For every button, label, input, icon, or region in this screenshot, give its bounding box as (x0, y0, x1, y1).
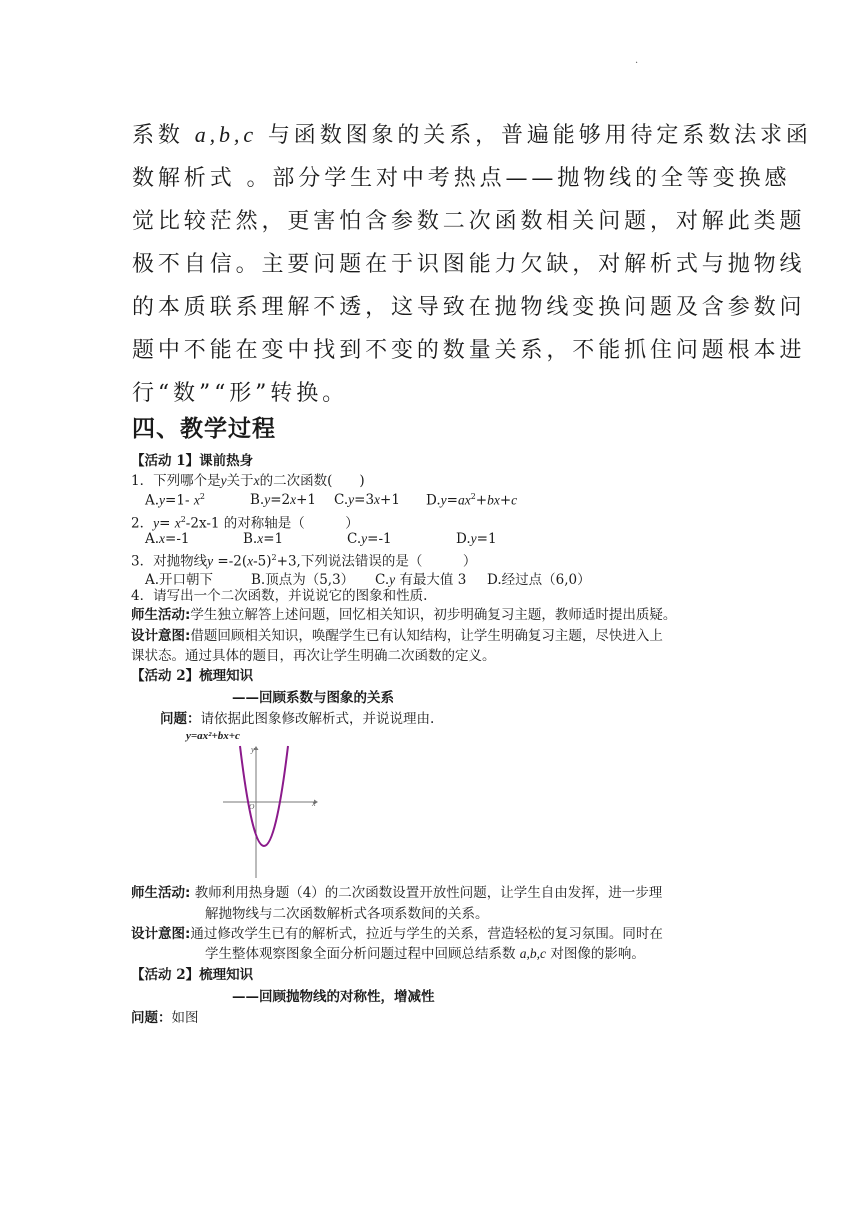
q1-option-a: A.y=1- $x^2$ (145, 492, 205, 509)
activity2b-subtitle: ——回顾抛物线的对称性，增减性 (232, 989, 435, 1005)
section-heading: 四、教学过程 (132, 415, 276, 442)
q4-text: 4．请写出一个二次函数，并说说它的图象和性质. (131, 588, 428, 604)
q3-option-a: A.开口朝下 (145, 572, 214, 588)
q2-option-a: A.x=-1 (145, 531, 190, 547)
q2-option-d: D.y=1 (456, 531, 497, 547)
parabola-curve (240, 746, 288, 846)
design-intent-1-line2: 课状态。通过具体的题目，再次让学生明确二次函数的定义。 (131, 648, 496, 664)
q3-text: 3．对抛物线$y =-2(x-5)^2+3$,下列说法错误的是（ ） (131, 553, 477, 570)
design-intent-2-line2: 学生整体观察图象全面分析问题过程中回顾总结系数 a,b,c 对图像的影响。 (205, 946, 645, 962)
y-axis-label: y (251, 745, 255, 754)
design-intent-1-line1: 设计意图:借题回顾相关知识，唤醒学生已有认知结构，让学生明确复习主题，尽快进入上 (131, 628, 663, 644)
intro-line-1: 系数 a,b,c 与函数图象的关系，普遍能够用待定系数法求函 (132, 122, 812, 148)
intro-line-4: 极不自信。主要问题在于识图能力欠缺，对解析式与抛物线 (132, 252, 806, 277)
teacher-student-activity-2-line1: 师生活动: 教师利用热身题（4）的二次函数设置开放性问题，让学生自由发挥，进一步理 (131, 885, 663, 901)
activity2b-title: 【活动 2】梳理知识 (131, 967, 254, 983)
x-axis-label: x (312, 799, 316, 808)
teacher-student-activity-1: 师生活动:学生独立解答上述问题，回忆相关知识，初步明确复习主题，教师适时提出质疑。 (131, 607, 677, 623)
q3-option-d: D.经过点（6,0） (487, 572, 591, 588)
q1-text: 1．下列哪个是y关于x的二次函数( ) (131, 473, 365, 489)
q3-option-b: B.顶点为（5,3） (251, 572, 355, 588)
teacher-student-activity-2-line2: 解抛物线与二次函数解析式各项系数间的关系。 (205, 906, 489, 922)
q1-option-b: B.y=2x+1 (250, 492, 317, 508)
q2-text: 2．$y= x^2-2x-1$ 的对称轴是（ ） (131, 515, 359, 532)
q1-option-d: $D.y=ax^2+bx+c$ (426, 492, 518, 509)
header-mark: · (635, 58, 639, 69)
q1-option-c: C.y=3x+1 (334, 492, 400, 508)
design-intent-2-line1: 设计意图:通过修改学生已有的解析式，拉近与学生的关系，营造轻松的复习氛围。同时在 (131, 926, 663, 942)
q2-option-c: C.y=-1 (347, 531, 392, 547)
graph-equation-label: y=ax²+bx+c (186, 730, 240, 742)
intro-line-5: 的本质联系理解不透，这导致在抛物线变换问题及含参数问 (132, 295, 806, 320)
activity2a-subtitle: ——回顾系数与图象的关系 (232, 690, 394, 706)
origin-label: O (249, 802, 255, 811)
activity2a-title: 【活动 2】梳理知识 (131, 668, 254, 684)
activity2a-question: 问题：请依据此图象修改解析式，并说说理由. (160, 711, 435, 727)
activity1-title: 【活动 1】课前热身 (131, 453, 254, 469)
intro-line-6: 题中不能在变中找到不变的数量关系，不能抓住问题根本进 (132, 338, 806, 363)
intro-line-3: 觉比较茫然，更害怕含参数二次函数相关问题，对解此类题 (132, 209, 806, 234)
intro-line-2: 数解析式 。部分学生对中考热点——抛物线的全等变换感 (132, 166, 791, 191)
q2-option-b: B.x=1 (243, 531, 284, 547)
parabola-graph (220, 738, 330, 883)
intro-line-7: 行“数”“形”转换。 (132, 381, 348, 406)
q3-option-c: C.y 有最大值 3 (375, 572, 467, 588)
activity2b-question: 问题：如图 (131, 1010, 199, 1026)
